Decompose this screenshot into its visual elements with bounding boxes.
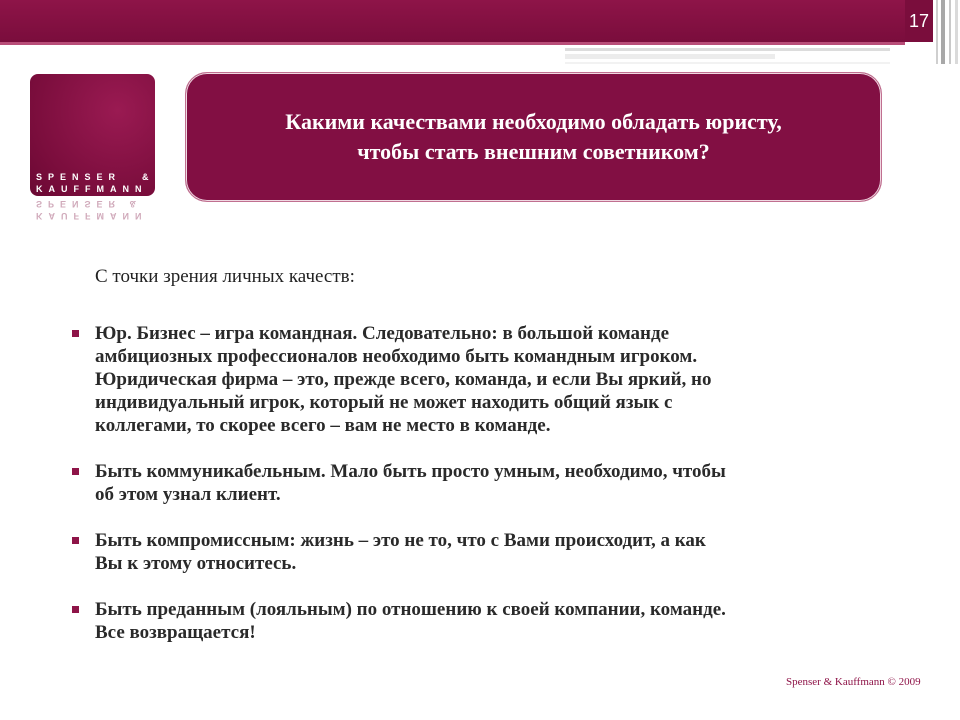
logo-reflection [30,196,155,236]
decor-line [565,54,775,59]
square-bullet-icon [72,468,79,475]
bullet-line: Быть компромиссным: жизнь – это не то, что с Вами происходит, а как [95,530,706,551]
slide-title [285,107,781,167]
bullet-item [72,529,902,575]
company-logo [30,74,155,196]
bullet-line: Быть преданным (лояльным) по отношению к своей компании, команде. [95,599,726,620]
square-bullet-icon [72,330,79,337]
bullet-line: Юридическая фирма – это, прежде всего, команда, и если Вы яркий, но [95,369,712,390]
title-line: Какими качествами необходимо обладать юристу, [285,109,782,134]
logo-line-1 [36,172,152,182]
logo-reflection-text: KAUFFMANN SPENSER & [36,199,148,221]
title-box [185,72,882,202]
bullet-line: Быть коммуникабельным. Мало быть просто умным, необходимо, чтобы [95,461,726,482]
decor-bar [955,0,958,64]
bullet-line: Юр. Бизнес – игра командная. Следовательно: в большой команде [95,323,670,344]
logo-ampersand: & [142,172,149,182]
bullet-line: коллегами, то скорее всего – вам не место в команде. [95,415,551,436]
title-line: чтобы стать внешним советником? [357,139,710,164]
bullet-item [72,322,902,437]
bullet-line: индивидуальный игрок, который не может находить общий язык с [95,392,673,413]
section-subtitle: С точки зрения личных качеств: [95,266,355,287]
decor-bar [936,0,938,64]
bullet-item [72,598,902,644]
bullet-line: об этом узнал клиент. [95,484,281,505]
top-band [0,0,905,42]
logo-word-kauffmann: KAUFFMANN [36,184,148,194]
decor-bar [949,0,951,64]
logo-word-spenser: SPENSER [36,172,122,182]
square-bullet-icon [72,537,79,544]
footer-copyright: Spenser & Kauffmann © 2009 [786,676,921,688]
page-number: 17 [905,0,933,42]
bullet-list [72,322,902,667]
bullet-line: Вы к этому относитесь. [95,553,297,574]
decor-line [565,48,890,51]
top-band-edge [0,42,905,45]
square-bullet-icon [72,606,79,613]
bullet-line: амбициозных профессионалов необходимо быть командным игроком. [95,346,698,367]
bullet-line: Все возвращается! [95,622,256,643]
decor-line [565,62,890,64]
decor-bar [941,0,945,64]
bullet-item [72,460,902,506]
